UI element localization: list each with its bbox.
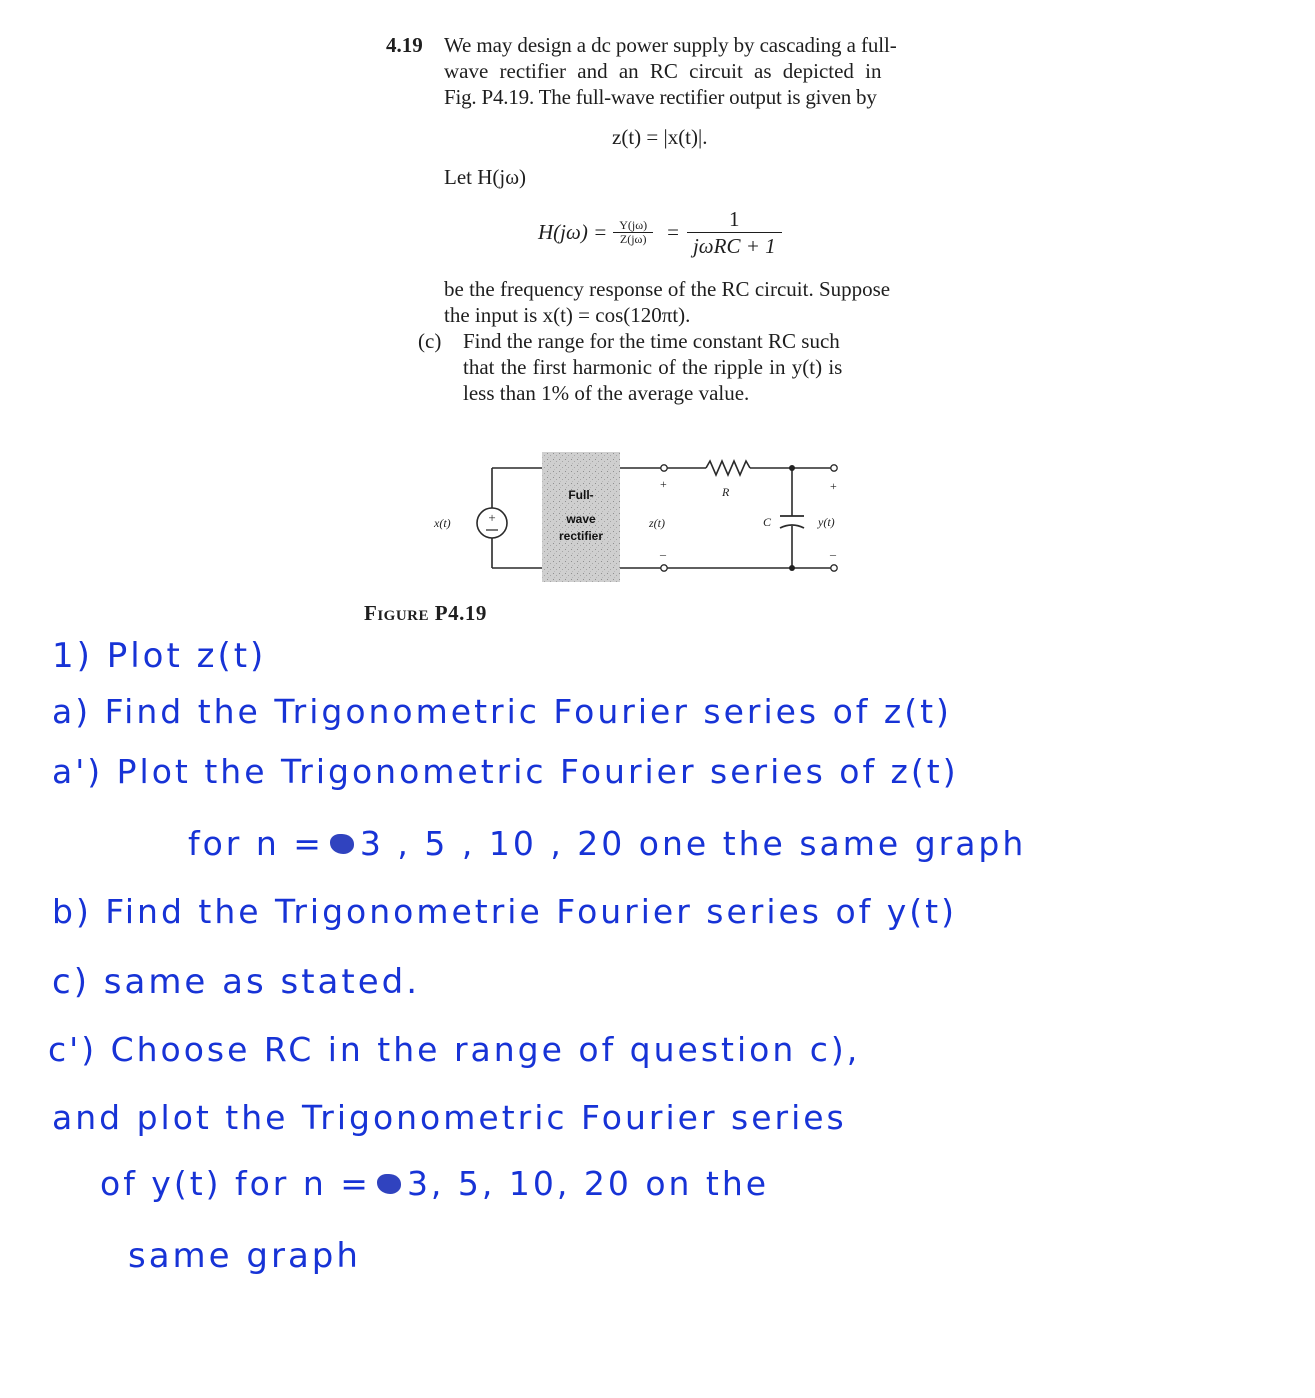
note-line-4 — [188, 824, 1026, 864]
intro-line-3: Fig. P4.19. The full-wave rectifier output is given by — [444, 85, 877, 109]
note-line-4-post: 3 , 5 , 10 , 20 one the same graph — [359, 824, 1027, 863]
rectifier-label-3: rectifier — [558, 529, 604, 543]
junction-top — [789, 465, 795, 471]
part-c-line-2: that the first harmonic of the ripple in y(t) is — [463, 355, 843, 379]
label-x-t: x(t) — [434, 516, 451, 530]
intro-line-1: We may design a dc power supply by cascading a full- — [444, 33, 897, 57]
note-line-8: and plot the Trigonometric Fourier series — [52, 1098, 847, 1137]
note-line-7: c') Choose RC in the range of question c), — [48, 1030, 861, 1069]
note-line-1: 1) Plot z(t) — [52, 636, 267, 676]
intro-line-2: wave rectifier and an RC circuit as depicted in — [444, 59, 882, 83]
figure-caption: Figure P4.19 — [364, 601, 487, 625]
ink-smudge-2 — [377, 1174, 401, 1194]
equation-h-rhs-num: 1 — [687, 206, 782, 233]
part-c-line-1: Find the range for the time constant RC such — [463, 329, 840, 353]
equation-h-ratio-num: Y(jω) — [613, 219, 653, 233]
note-line-4-pre: for n = — [188, 824, 324, 863]
terminals — [661, 465, 837, 571]
source-plus: + — [488, 510, 496, 525]
equation-h — [538, 202, 782, 262]
equation-z: z(t) = |x(t)|. — [612, 125, 708, 149]
label-y-minus: – — [830, 547, 836, 561]
part-c-label: (c) — [418, 329, 442, 353]
label-z-minus: – — [660, 547, 666, 561]
let-text: Let H(jω) — [444, 165, 527, 189]
equation-h-ratio-den: Z(jω) — [619, 231, 647, 246]
part-c-line-3: less than 1% of the average value. — [463, 381, 750, 405]
note-line-3: a') Plot the Trigonometric Fourier series of z(t) — [52, 752, 959, 791]
label-y-plus: + — [830, 479, 837, 493]
note-line-9-post: 3, 5, 10, 20 on the — [406, 1164, 770, 1203]
junction-bottom — [789, 565, 795, 571]
note-line-9-pre: of y(t) for n = — [100, 1164, 371, 1203]
note-line-2: a) Find the Trigonometric Fourier series of z(t) — [52, 692, 952, 731]
note-line-10: same graph — [128, 1236, 361, 1276]
after-line-2: the input is x(t) = cos(120πt). — [444, 303, 691, 327]
rectifier-label-1: Full- — [568, 488, 594, 502]
label-z-plus: + — [660, 477, 667, 491]
equation-h-ratio — [613, 219, 653, 246]
problem-number: 4.19 — [386, 33, 423, 57]
circuit-diagram — [420, 440, 880, 600]
equation-h-left: H(jω) = — [538, 220, 608, 244]
equation-h-equals: = — [667, 220, 679, 244]
resistor-symbol — [706, 461, 750, 475]
equation-h-rhs — [687, 206, 782, 259]
ink-smudge-1 — [330, 834, 354, 854]
note-line-6: c) same as stated. — [52, 962, 421, 1002]
note-line-5: b) Find the Trigonometrie Fourier series of y(t) — [52, 892, 957, 931]
after-line-1: be the frequency response of the RC circuit. Suppose — [444, 277, 891, 301]
label-y-t: y(t) — [818, 515, 835, 529]
label-z-t: z(t) — [649, 516, 665, 530]
label-r: R — [722, 485, 730, 499]
label-c: C — [763, 515, 772, 529]
note-line-9 — [100, 1164, 769, 1204]
rectifier-label-2: wave — [566, 512, 596, 526]
equation-h-rhs-den: jωRC + 1 — [692, 233, 776, 258]
